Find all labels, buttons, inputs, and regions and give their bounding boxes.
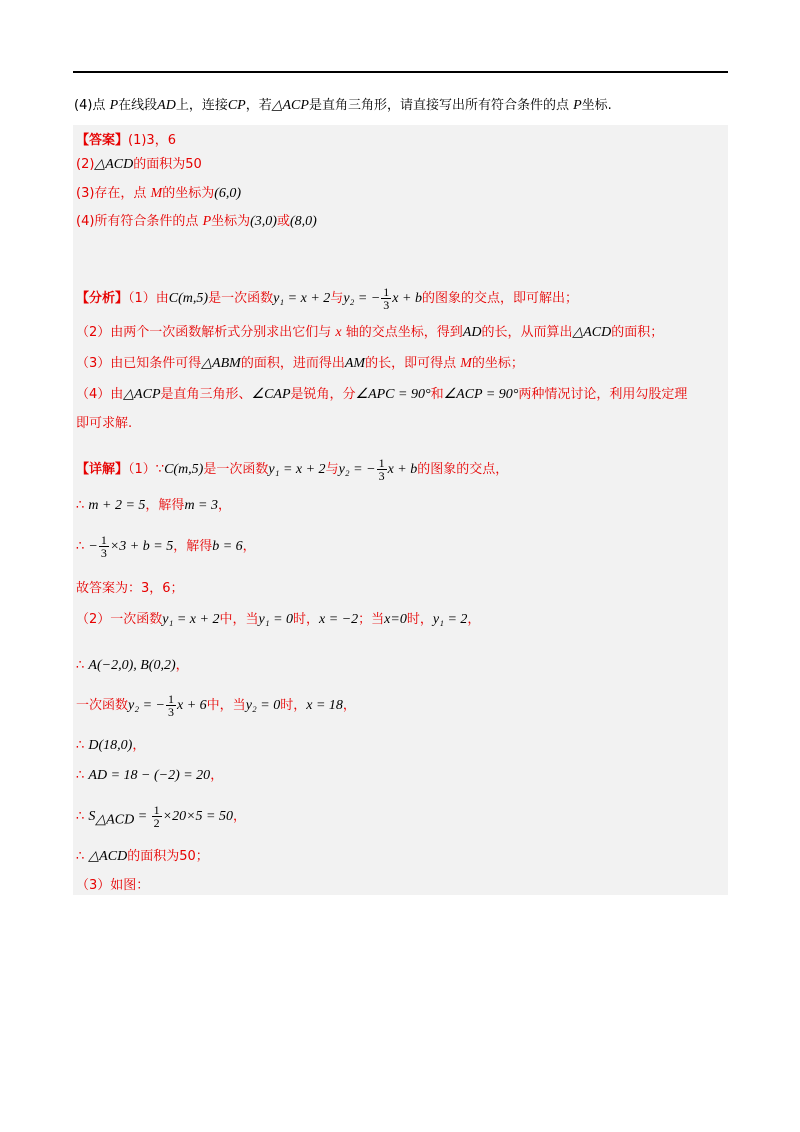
detail-line-8: ∴ D(18,0)， [76,738,146,753]
analysis-line-3: （3）由已知条件可得△ABM的面积，进而得出AM的长，即可得点 M的坐标； [76,356,524,371]
fraction: $\frac{1}{3}$ [383,285,390,312]
analysis-line-5: 即可求解. [76,416,133,431]
answer-line-1: 【答案】(1)3，6 [76,133,176,148]
fraction: $\frac{1}{3}$ [168,692,174,719]
question-4: (4)点 P在线段AD上，连接CP，若△ACP是直角三角形，请直接写出所有符合条件的点 P坐标. [74,98,612,113]
detail-line-12: （3）如图： [76,878,150,893]
answer-line-2: (2)△ACD的面积为50 [76,157,202,172]
analysis-label: 【分析】 [76,291,129,306]
answer-line-3: (3)存在，点 M的坐标为(6,0) [76,186,242,201]
detail-label: 【详解】 [76,462,129,477]
analysis-line-4: （4）由△ACP是直角三角形、∠CAP是锐角，分∠APC = 90°和∠ACP = 90°两种情况讨论，利用勾股定理 [76,387,688,402]
answer-line-4: (4)所有符合条件的点 P坐标为(3,0)或(8,0) [76,214,317,229]
analysis-line-1: 【分析】（1）由C(m,5)是一次函数y₁ = x + 2与y₂ = − $\frac{1}{3}$ x + b的图象的交点，即可解出； [76,285,578,312]
detail-line-5: （2）一次函数y₁ = x + 2中，当y₁ = 0时，x = −2；当x=0时，y₁ = 2， [76,612,481,627]
detail-line-1: 【详解】（1）∵C(m,5)是一次函数y₁ = x + 2与y₂ = − $\frac{1}{3}$ x + b的图象的交点， [76,456,509,483]
detail-line-11: ∴ △ACD的面积为50； [76,849,209,864]
detail-line-10: ∴ $S_{\triangle ACD}$ = $\frac{1}{2}$ ×20×5 = 50， [76,803,246,830]
detail-line-3: ∴ − $\frac{1}{3}$ ×3 + b = 5，解得b = 6， [76,533,256,560]
analysis-line-2: （2）由两个一次函数解析式分别求出它们与 x 轴的交点坐标，得到AD的长，从而算出△ACD的面积； [76,325,664,340]
fraction: $\frac{1}{2}$ [153,803,160,830]
detail-line-7: 一次函数y₂ = − $\frac{1}{3}$ x + 6中，当y₂ = 0时，x = 18， [76,692,356,719]
header-rule [73,71,728,73]
detail-line-6: ∴ A(−2,0), B(0,2)， [76,658,189,673]
fraction: $\frac{1}{3}$ [100,533,107,560]
detail-line-4: 故答案为：3，6； [76,581,184,596]
detail-line-9: ∴ AD = 18 − (−2) = 20， [76,768,224,783]
fraction: $\frac{1}{3}$ [378,456,385,483]
answer-label: 【答案】 [76,133,129,148]
detail-line-2: ∴ m + 2 = 5，解得m = 3， [76,498,232,513]
